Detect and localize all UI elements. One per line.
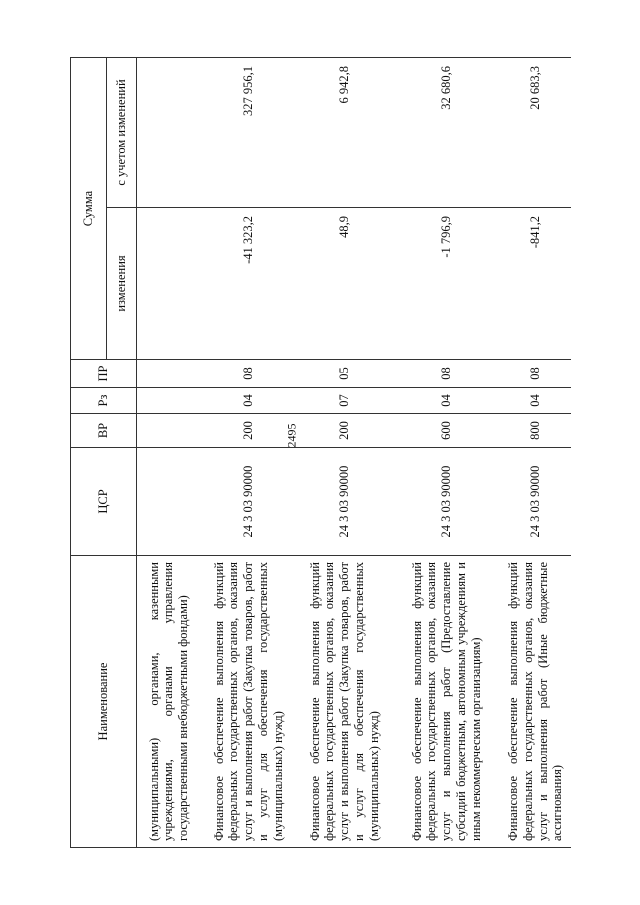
header-csr: ЦСР [71, 448, 137, 556]
table-row [393, 58, 501, 848]
row-name: Финансовое обеспечение выполнения функций федеральных государственных органов, оказания услуг и выполнения работ (Предоставление субсидий бюджетным, автономным учреждениям и иным некоммерческим организациям) [393, 556, 501, 848]
row-change: 48,9 [297, 208, 393, 360]
row-with-changes: 32 680,6 [393, 58, 501, 208]
row-rz: 07 [297, 388, 393, 414]
header-with-changes: с учетом изменений [107, 58, 137, 208]
row-vr: 600 [393, 414, 501, 448]
table-row [297, 58, 393, 848]
row-vr: 200 [201, 414, 297, 448]
header-name: Наименование [71, 556, 137, 848]
row-change: -1 796,9 [393, 208, 501, 360]
row-rz: 04 [393, 388, 501, 414]
row-pr: 08 [501, 360, 571, 388]
row-change [137, 208, 201, 360]
row-change: -41 323,2 [201, 208, 297, 360]
row-with-changes: 327 956,1 [201, 58, 297, 208]
budget-table [70, 57, 571, 848]
row-pr: 05 [297, 360, 393, 388]
table-row [501, 58, 571, 848]
header-rz: Рз [71, 388, 137, 414]
row-change: -841,2 [501, 208, 571, 360]
header-pr: ПР [71, 360, 137, 388]
row-rz [137, 388, 201, 414]
row-rz: 04 [501, 388, 571, 414]
row-vr: 200 [297, 414, 393, 448]
table-row [201, 58, 297, 848]
row-vr [137, 414, 201, 448]
header-sum: Сумма [71, 58, 107, 360]
row-rz: 04 [201, 388, 297, 414]
row-name: Финансовое обеспечение выполнения функций федеральных государственных органов, оказания услуг и выполнения работ (Закупка товаров, работ и услуг для обеспечения государственных (муниципальных) нужд) [201, 556, 297, 848]
row-csr: 24 3 03 90000 [393, 448, 501, 556]
row-csr: 24 3 03 90000 [297, 448, 393, 556]
row-csr [137, 448, 201, 556]
budget-table-container [70, 58, 570, 848]
row-name: (муниципальными) органами, казенными учреждениями, органами управления государственными внебюджетными фондами) [137, 556, 201, 848]
row-with-changes [137, 58, 201, 208]
row-csr: 24 3 03 90000 [201, 448, 297, 556]
row-vr: 800 [501, 414, 571, 448]
row-name: Финансовое обеспечение выполнения функций федеральных государственных органов, оказания услуг и выполнения работ (Иные бюджетные ассигнования) [501, 556, 571, 848]
row-pr [137, 360, 201, 388]
row-with-changes: 20 683,3 [501, 58, 571, 208]
row-pr: 08 [201, 360, 297, 388]
table-body [137, 58, 571, 848]
page-number: 2495 [284, 423, 299, 448]
header-vr: ВР [71, 414, 137, 448]
row-pr: 08 [393, 360, 501, 388]
row-csr: 24 3 03 90000 [501, 448, 571, 556]
row-with-changes: 6 942,8 [297, 58, 393, 208]
table-header [71, 58, 137, 848]
row-name: Финансовое обеспечение выполнения функций федеральных государственных органов, оказания услуг и выполнения работ (Закупка товаров, работ и услуг для обеспечения государственных (муниципальных) нужд) [297, 556, 393, 848]
header-change: изменения [107, 208, 137, 360]
table-row [137, 58, 201, 848]
